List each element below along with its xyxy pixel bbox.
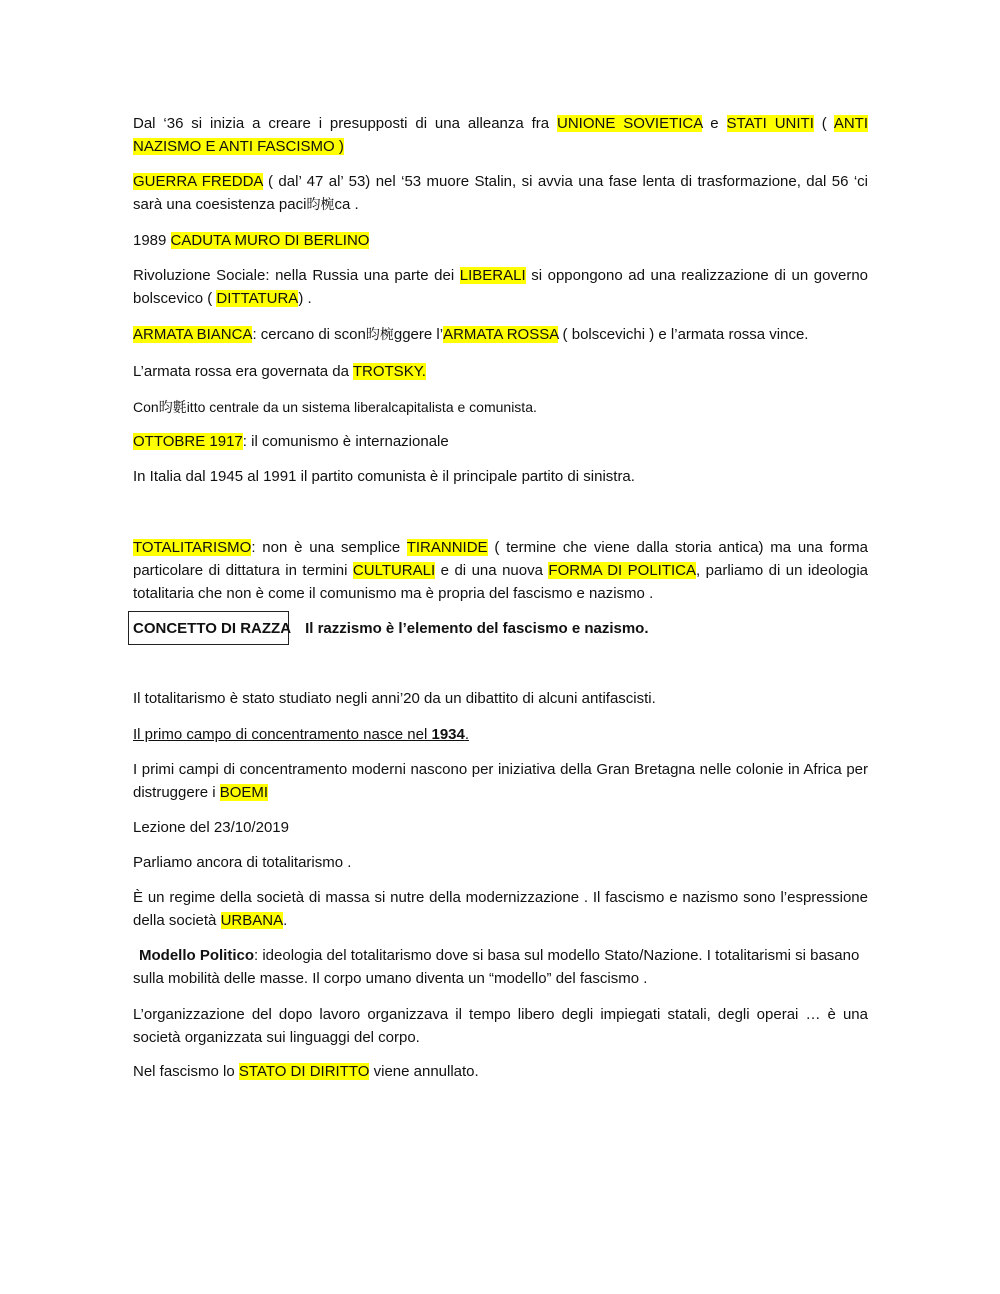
paragraph-parliamo: Parliamo ancora di totalitarismo .: [133, 854, 352, 871]
paragraph-campi-moderni: I primi campi di concentramento moderni nascono per iniziativa della Gran Bretagna nelle colonie in Africa per distruggere i BOEMI: [133, 761, 868, 801]
highlight-caduta-muro: CADUTA MURO DI BERLINO: [170, 232, 370, 249]
paragraph-trotsky: L’armata rossa era governata da TROTSKY.: [133, 363, 426, 380]
paragraph-ottobre-1917: OTTOBRE 1917: il comunismo è internazionale: [133, 433, 449, 450]
paragraph-modello-politico: Modello Politico: ideologia del totalitarismo dove si basa sul modello Stato/Nazione. I totalitarismi si basano sulla mobilità delle masse. Il corpo umano diventa un “modello” del fascismo .: [133, 947, 860, 987]
ligature-glyph: 昀椀: [365, 326, 394, 342]
modello-politico-label: Modello Politico: [139, 947, 254, 964]
ligature-glyph: 昀氀: [158, 399, 187, 415]
paragraph-studiato: Il totalitarismo è stato studiato negli anni’20 da un dibattito di alcuni antifascisti.: [133, 690, 656, 707]
highlight-stato-di-diritto: STATO DI DIRITTO: [238, 1063, 370, 1080]
paragraph-italia: In Italia dal 1945 al 1991 il partito comunista è il principale partito di sinistra.: [133, 468, 635, 485]
highlight-urbana: URBANA: [220, 912, 284, 929]
highlight-totalitarismo: TOTALITARISMO: [133, 539, 252, 556]
highlight-anti-nazismo: ANTI NAZISMO E ANTI FASCISMO ): [133, 115, 868, 155]
highlight-unione-sovietica: UNIONE SOVIETICA: [557, 115, 703, 132]
highlight-stati-uniti: STATI UNITI: [726, 115, 814, 132]
highlight-guerra-fredda: GUERRA FREDDA: [133, 173, 263, 190]
paragraph-lezione: Lezione del 23/10/2019: [133, 819, 289, 836]
paragraph-dopo-lavoro: L’organizzazione del dopo lavoro organizzava il tempo libero degli impiegati statali, degli operai … è una società organizzata sui linguaggi del corpo.: [133, 1006, 868, 1046]
ligature-glyph: 昀椀: [306, 196, 335, 212]
highlight-liberali: LIBERALI: [459, 267, 526, 284]
paragraph-stato-di-diritto: Nel fascismo lo STATO DI DIRITTO viene annullato.: [133, 1063, 479, 1080]
highlight-forma-di-politica: FORMA DI POLITICA: [548, 562, 697, 579]
highlight-culturali: CULTURALI: [352, 562, 436, 579]
paragraph-regime: È un regime della società di massa si nutre della modernizzazione . Il fascismo e nazismo sono l’espressione della società URBANA.: [133, 889, 868, 929]
highlight-boemi: BOEMI: [219, 784, 269, 801]
paragraph-totalitarismo: TOTALITARISMO: non è una semplice TIRANNIDE ( termine che viene dalla storia antica) ma una forma particolare di dittatura in termini CULTURALI e di una nuova FORMA DI POLITICA, parliamo di un ideologia totalitaria che non è come il comunismo ma è propria del fascismo e nazismo .: [133, 539, 868, 602]
paragraph-razza: CONCETTO DI RAZZA Il razzismo è l’elemento del fascismo e nazismo.: [133, 620, 649, 637]
highlight-trotsky: TROTSKY.: [352, 363, 426, 380]
paragraph-guerra-fredda: GUERRA FREDDA ( dal’ 47 al’ 53) nel ‘53 muore Stalin, si avvia una fase lenta di trasformazione, dal 56 ‘ci sarà una coesistenza paci昀椀ca .: [133, 173, 868, 213]
paragraph-primo-campo: Il primo campo di concentramento nasce nel 1934.: [133, 726, 470, 743]
highlight-tirannide: TIRANNIDE: [406, 539, 488, 556]
concetto-di-razza-label: CONCETTO DI RAZZA: [133, 620, 292, 637]
paragraph-conflitto: Con昀氀itto centrale da un sistema liberalcapitalista e comunista.: [133, 399, 537, 415]
highlight-armata-bianca: ARMATA BIANCA: [133, 326, 253, 343]
highlight-armata-rossa: ARMATA ROSSA: [443, 326, 559, 343]
highlight-dittatura: DITTATURA: [216, 290, 299, 307]
paragraph-rivoluzione: Rivoluzione Sociale: nella Russia una parte dei LIBERALI si oppongono ad una realizzazione di un governo bolscevico ( DITTATURA) .: [133, 267, 869, 307]
paragraph-armata-bianca: ARMATA BIANCA: cercano di scon昀椀ggere l’ARMATA ROSSA ( bolscevichi ) e l’armata rossa vince.: [133, 326, 809, 343]
highlight-ottobre-1917: OTTOBRE 1917: [133, 433, 243, 450]
paragraph-alleanza: Dal ‘36 si inizia a creare i presupposti di una alleanza fra UNIONE SOVIETICA e STATI UNITI ( ANTI NAZISMO E ANTI FASCISMO ): [133, 115, 868, 155]
paragraph-1989: 1989 CADUTA MURO DI BERLINO: [133, 232, 370, 249]
year-1934: 1934: [431, 726, 465, 743]
